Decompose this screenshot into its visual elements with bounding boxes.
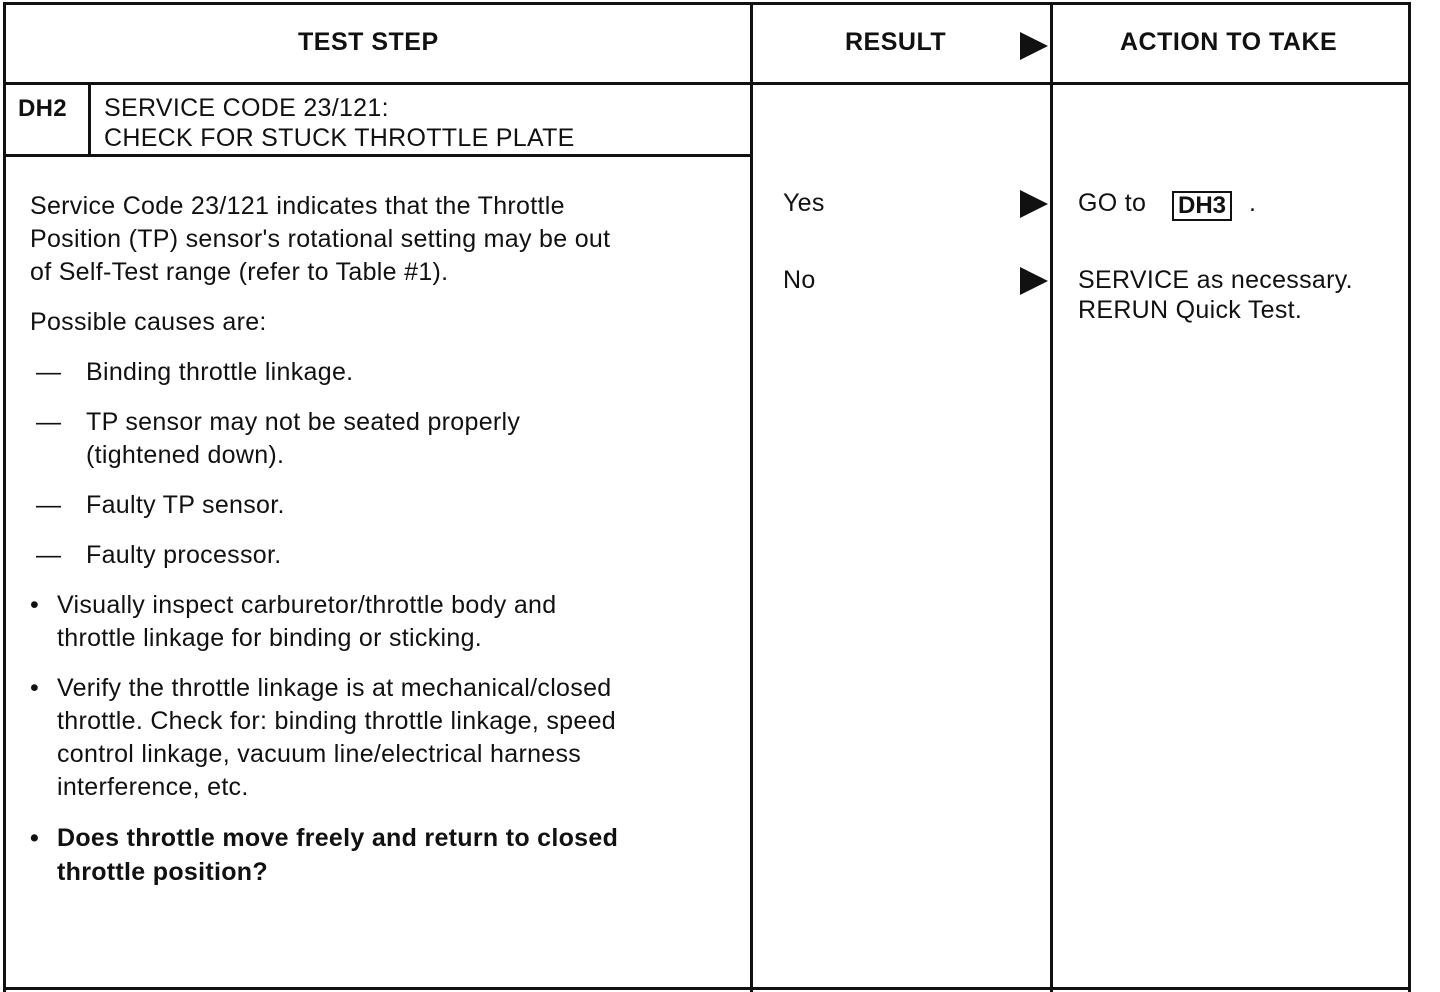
action-no-line-2: RERUN Quick Test. (1078, 296, 1303, 324)
header-action-to-take: ACTION TO TAKE (1120, 28, 1338, 56)
bullet-2-line-2: throttle. Check for: binding throttle linkage, speed (57, 707, 616, 735)
intro-line-2: Position (TP) sensor's rotational setting may be out (30, 225, 611, 253)
column-divider-2 (1050, 2, 1053, 992)
action-yes-step-ref[interactable]: DH3 (1172, 191, 1232, 221)
action-yes-suffix: . (1249, 189, 1257, 217)
intro-line-1: Service Code 23/121 indicates that the Throttle (30, 192, 565, 220)
cause-dash-1: — (36, 358, 62, 386)
header-divider (3, 82, 1411, 85)
bullet-2-line-4: interference, etc. (57, 773, 249, 801)
action-no-line-1: SERVICE as necessary. (1078, 266, 1353, 294)
result-yes-arrow-icon (1020, 190, 1048, 218)
bullet-1-line-2: throttle linkage for binding or sticking. (57, 624, 483, 652)
cause-dash-2: — (36, 408, 62, 436)
header-result-arrow-icon (1020, 32, 1048, 60)
bullet-1-dot: • (30, 591, 40, 619)
intro-line-3: of Self-Test range (refer to Table #1). (30, 258, 449, 286)
step-id: DH2 (18, 95, 67, 122)
step-title-line-1: SERVICE CODE 23/121: (104, 94, 389, 122)
header-test-step: TEST STEP (298, 28, 439, 56)
border-right (1408, 2, 1411, 992)
result-no: No (783, 266, 816, 294)
bullet-2-line-1: Verify the throttle linkage is at mechanical/closed (57, 674, 612, 702)
causes-heading: Possible causes are: (30, 308, 267, 336)
cause-2-line-1: TP sensor may not be seated properly (86, 408, 521, 436)
step-title-line-2: CHECK FOR STUCK THROTTLE PLATE (104, 124, 575, 152)
cause-dash-3: — (36, 491, 62, 519)
column-divider-1 (750, 2, 753, 992)
border-left (3, 2, 6, 992)
cause-4-line-1: Faulty processor. (86, 541, 282, 569)
header-result: RESULT (845, 28, 947, 56)
result-yes: Yes (783, 189, 825, 217)
border-bottom (3, 987, 1411, 990)
question-line-2: throttle position? (57, 858, 268, 886)
bullet-2-line-3: control linkage, vacuum line/electrical harness (57, 740, 582, 768)
step-id-divider (88, 82, 91, 156)
question-dot: • (30, 824, 40, 852)
cause-1-line-1: Binding throttle linkage. (86, 358, 354, 386)
question-line-1: Does throttle move freely and return to closed (57, 824, 619, 852)
bullet-1-line-1: Visually inspect carburetor/throttle body and (57, 591, 557, 619)
cause-3-line-1: Faulty TP sensor. (86, 491, 285, 519)
result-no-arrow-icon (1020, 267, 1048, 295)
border-top (3, 2, 1411, 5)
bullet-2-dot: • (30, 674, 40, 702)
cause-2-line-2: (tightened down). (86, 441, 285, 469)
cause-dash-4: — (36, 541, 62, 569)
action-yes-prefix: GO to (1078, 189, 1147, 217)
